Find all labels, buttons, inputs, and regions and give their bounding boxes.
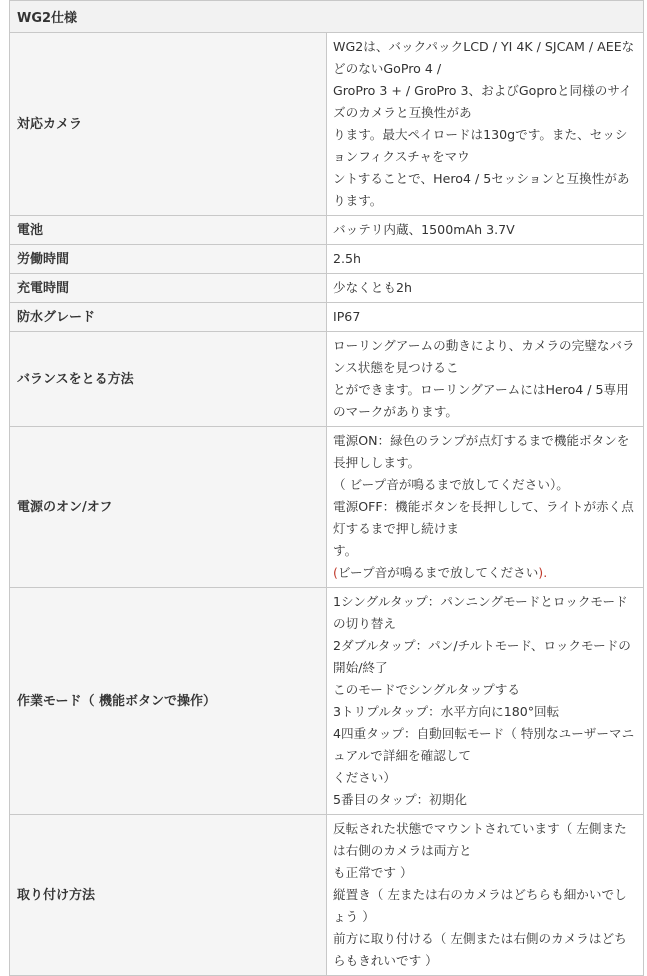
table-row bbox=[10, 332, 644, 427]
value-line: ください） bbox=[333, 770, 396, 785]
red-paren-open: ( bbox=[333, 565, 338, 580]
row-value-balance bbox=[327, 332, 644, 427]
row-label-mounting: 取り付け方法 bbox=[10, 815, 327, 976]
row-value-camera bbox=[327, 33, 644, 216]
value-line: GroPro 3 + / GroPro 3、およびGoproと同様のサイズのカメラと互換性があ bbox=[333, 83, 632, 120]
row-value-work-mode bbox=[327, 588, 644, 815]
row-value-work-time bbox=[327, 245, 644, 274]
value-line: 電源OFF：機能ボタンを長押しして、ライトが赤く点灯するまで押し続けま bbox=[333, 499, 634, 536]
row-value-waterproof bbox=[327, 303, 644, 332]
value-line: す。 bbox=[333, 543, 358, 558]
value-line: ローリングアームの動きにより、カメラの完璧なバランス状態を見つけるこ bbox=[333, 338, 635, 375]
row-label-work-time: 労働時間 bbox=[10, 245, 327, 274]
row-label-battery: 電池 bbox=[10, 216, 327, 245]
row-value-battery bbox=[327, 216, 644, 245]
row-label-camera: 対応カメラ bbox=[10, 33, 327, 216]
row-value-power bbox=[327, 427, 644, 588]
table-row bbox=[10, 427, 644, 588]
value-line: WG2は、バックパックLCD / YI 4K / SJCAM / AEEなどのないGoPro 4 / bbox=[333, 39, 635, 76]
table-row bbox=[10, 274, 644, 303]
value-line: とができます。ローリングアームにはHero4 / 5専用のマークがあります。 bbox=[333, 382, 629, 419]
value-line: 1シングルタップ：パンニングモードとロックモードの切り替え bbox=[333, 594, 628, 631]
value-line: 4四重タップ：自動回転モード（ 特別なユーザーマニュアルで詳細を確認して bbox=[333, 726, 635, 763]
table-row bbox=[10, 216, 644, 245]
row-label-power: 電源のオン/オフ bbox=[10, 427, 327, 588]
table-row bbox=[10, 303, 644, 332]
value-line: 前方に取り付ける（ 左側または右側のカメラはどちらもきれいです ） bbox=[333, 931, 627, 968]
value-line: も正常です ） bbox=[333, 865, 413, 880]
value-line: このモードでシングルタップする bbox=[333, 682, 520, 697]
row-value-charge-time bbox=[327, 274, 644, 303]
value-line: （ ビープ音が鳴るまで放してください）。 bbox=[333, 477, 569, 492]
table-row bbox=[10, 588, 644, 815]
table-row bbox=[10, 245, 644, 274]
value-line: 少なくとも2h bbox=[333, 280, 412, 295]
red-note-text: ビープ音が鳴るまで放してください bbox=[337, 565, 539, 580]
value-line: バッテリ内蔵、1500mAh 3.7V bbox=[333, 222, 515, 237]
value-line: 2.5h bbox=[333, 251, 362, 266]
value-line: 3トリプルタップ：水平方向に180°回転 bbox=[333, 704, 560, 719]
row-label-charge-time: 充電時間 bbox=[10, 274, 327, 303]
table-row bbox=[10, 33, 644, 216]
table-title: WG2仕様 bbox=[10, 1, 644, 33]
row-label-balance: バランスをとる方法 bbox=[10, 332, 327, 427]
value-line-red bbox=[333, 562, 637, 584]
row-value-mounting bbox=[327, 815, 644, 976]
value-line: 反転された状態でマウントされています（ 左側または右側のカメラは両方と bbox=[333, 821, 627, 858]
value-line: ります。最大ペイロードは130gです。また、セッションフィクスチャをマウ bbox=[333, 127, 628, 164]
spec-table bbox=[9, 0, 644, 976]
table-title-row bbox=[10, 1, 644, 33]
value-line: 縦置き（ 左または右のカメラはどちらも細かいでしょう ） bbox=[333, 887, 627, 924]
value-line: IP67 bbox=[333, 309, 361, 324]
value-line: 2ダブルタップ：パン/チルトモード、ロックモードの開始/終了 bbox=[333, 638, 631, 675]
row-label-work-mode: 作業モード（ 機能ボタンで操作） bbox=[10, 588, 327, 815]
table-row bbox=[10, 815, 644, 976]
row-label-waterproof: 防水グレード bbox=[10, 303, 327, 332]
red-paren-close: ). bbox=[538, 565, 548, 580]
value-line: ントすることで、Hero4 / 5セッションと互換性があります。 bbox=[333, 171, 630, 208]
value-line: 電源ON：緑色のランプが点灯するまで機能ボタンを長押しします。 bbox=[333, 433, 630, 470]
value-line: 5番目のタップ：初期化 bbox=[333, 792, 467, 807]
